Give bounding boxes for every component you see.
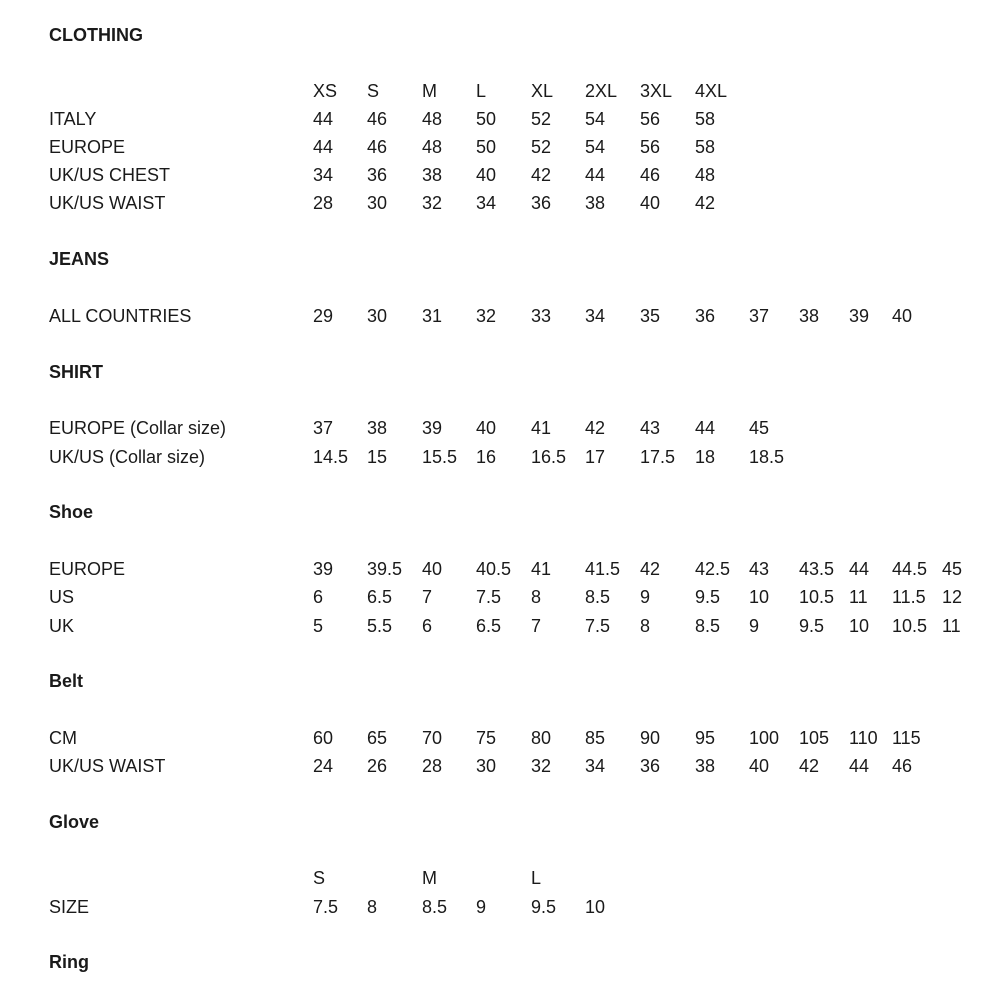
value-cell: 30 [476, 756, 497, 776]
value-cell: 36 [695, 306, 716, 326]
value-cell: 8.5 [585, 587, 611, 607]
value-cell: 33 [531, 306, 552, 326]
value-cell: 35 [640, 306, 661, 326]
header-cell: M [422, 868, 437, 888]
row-label: ALL COUNTRIES [49, 306, 192, 326]
row-label: UK/US WAIST [49, 756, 166, 776]
table-row [0, 895, 1000, 919]
value-cell: 48 [422, 109, 443, 129]
value-cell: 16.5 [531, 447, 567, 467]
value-cell: 40 [476, 165, 497, 185]
value-cell: 44 [313, 109, 334, 129]
value-cell: 9.5 [695, 587, 721, 607]
value-cell: 45 [749, 418, 770, 438]
value-cell: 8.5 [422, 897, 448, 917]
value-cell: 28 [422, 756, 443, 776]
value-cell: 30 [367, 306, 388, 326]
value-cell: 34 [585, 306, 606, 326]
value-cell: 40 [749, 756, 770, 776]
value-cell: 32 [476, 306, 497, 326]
value-cell: 18 [695, 447, 716, 467]
value-cell: 24 [313, 756, 334, 776]
value-cell: 10 [849, 616, 870, 636]
value-cell: 65 [367, 728, 388, 748]
value-cell: 75 [476, 728, 497, 748]
header-cell: L [531, 868, 542, 888]
value-cell: 8.5 [695, 616, 721, 636]
header-cell: 4XL [695, 81, 728, 101]
value-cell: 48 [422, 137, 443, 157]
value-cell: 45 [942, 559, 963, 579]
value-cell: 7 [422, 587, 433, 607]
value-cell: 46 [892, 756, 913, 776]
value-cell: 110 [849, 728, 878, 748]
value-cell: 90 [640, 728, 661, 748]
header-cell: S [367, 81, 380, 101]
value-cell: 43 [640, 418, 661, 438]
value-cell: 50 [476, 109, 497, 129]
value-cell: 7 [531, 616, 542, 636]
row-label: EUROPE [49, 559, 126, 579]
table-row [0, 557, 1000, 581]
section-title-shirt: SHIRT [49, 362, 103, 382]
value-cell: 54 [585, 109, 606, 129]
value-cell: 115 [892, 728, 921, 748]
value-cell: 9 [476, 897, 487, 917]
value-cell: 29 [313, 306, 334, 326]
value-cell: 44 [695, 418, 716, 438]
value-cell: 36 [531, 193, 552, 213]
value-cell: 42 [799, 756, 820, 776]
value-cell: 52 [531, 109, 552, 129]
row-label: EUROPE (Collar size) [49, 418, 227, 438]
value-cell: 39 [422, 418, 443, 438]
row-label: SIZE [49, 897, 90, 917]
value-cell: 36 [640, 756, 661, 776]
value-cell: 95 [695, 728, 716, 748]
value-cell: 8 [640, 616, 651, 636]
section-title-jeans: JEANS [49, 249, 110, 269]
value-cell: 42 [585, 418, 606, 438]
value-cell: 56 [640, 137, 661, 157]
value-cell: 10 [749, 587, 770, 607]
row-label: EUROPE [49, 137, 126, 157]
row-label: UK/US CHEST [49, 165, 171, 185]
row-label: ITALY [49, 109, 97, 129]
table-row [0, 135, 1000, 159]
value-cell: 42 [640, 559, 661, 579]
value-cell: 40 [892, 306, 913, 326]
value-cell: 5.5 [367, 616, 393, 636]
value-cell: 42 [531, 165, 552, 185]
row-label: CM [49, 728, 77, 748]
header-cell: M [422, 81, 437, 101]
value-cell: 105 [799, 728, 830, 748]
value-cell: 38 [585, 193, 606, 213]
value-cell: 32 [531, 756, 552, 776]
value-cell: 46 [367, 137, 388, 157]
value-cell: 44 [313, 137, 334, 157]
value-cell: 39 [313, 559, 334, 579]
value-cell: 34 [585, 756, 606, 776]
table-row [0, 754, 1000, 778]
value-cell: 7.5 [313, 897, 339, 917]
value-cell: 42 [695, 193, 716, 213]
value-cell: 15 [367, 447, 388, 467]
value-cell: 37 [313, 418, 334, 438]
value-cell: 18.5 [749, 447, 785, 467]
value-cell: 11 [942, 616, 961, 636]
value-cell: 41 [531, 559, 552, 579]
table-row [0, 163, 1000, 187]
value-cell: 40.5 [476, 559, 512, 579]
table-row [0, 304, 1000, 328]
value-cell: 9.5 [531, 897, 557, 917]
value-cell: 58 [695, 137, 716, 157]
row-label: UK/US (Collar size) [49, 447, 206, 467]
section-title-shoe: Shoe [49, 502, 94, 522]
value-cell: 6.5 [476, 616, 502, 636]
value-cell: 11.5 [892, 587, 926, 607]
value-cell: 48 [695, 165, 716, 185]
section-title-glove: Glove [49, 812, 100, 832]
value-cell: 54 [585, 137, 606, 157]
value-cell: 38 [695, 756, 716, 776]
value-cell: 30 [367, 193, 388, 213]
value-cell: 26 [367, 756, 388, 776]
value-cell: 31 [422, 306, 443, 326]
value-cell: 44 [585, 165, 606, 185]
value-cell: 5 [313, 616, 324, 636]
value-cell: 36 [367, 165, 388, 185]
value-cell: 80 [531, 728, 552, 748]
table-row [0, 726, 1000, 750]
value-cell: 70 [422, 728, 443, 748]
header-cell: XL [531, 81, 554, 101]
value-cell: 38 [367, 418, 388, 438]
value-cell: 7.5 [585, 616, 611, 636]
row-label: UK [49, 616, 75, 636]
value-cell: 60 [313, 728, 334, 748]
value-cell: 46 [640, 165, 661, 185]
section-title-clothing: CLOTHING [49, 25, 143, 45]
table-row [0, 107, 1000, 131]
row-label: US [49, 587, 75, 607]
glove-size-header-row [0, 866, 1000, 890]
table-row [0, 614, 1000, 638]
table-row [0, 445, 1000, 469]
value-cell: 40 [422, 559, 443, 579]
value-cell: 8 [367, 897, 378, 917]
value-cell: 28 [313, 193, 334, 213]
value-cell: 10.5 [892, 616, 928, 636]
value-cell: 10.5 [799, 587, 835, 607]
value-cell: 46 [367, 109, 388, 129]
value-cell: 42.5 [695, 559, 731, 579]
header-cell: 3XL [640, 81, 673, 101]
value-cell: 50 [476, 137, 497, 157]
value-cell: 85 [585, 728, 606, 748]
value-cell: 56 [640, 109, 661, 129]
value-cell: 52 [531, 137, 552, 157]
value-cell: 17.5 [640, 447, 676, 467]
header-cell: XS [313, 81, 338, 101]
table-row [0, 585, 1000, 609]
value-cell: 41.5 [585, 559, 621, 579]
section-title-belt: Belt [49, 671, 84, 691]
value-cell: 43 [749, 559, 770, 579]
value-cell: 32 [422, 193, 443, 213]
row-label: UK/US WAIST [49, 193, 166, 213]
value-cell: 15.5 [422, 447, 458, 467]
value-cell: 6 [422, 616, 433, 636]
value-cell: 58 [695, 109, 716, 129]
section-title-ring: Ring [49, 952, 89, 972]
value-cell: 9 [640, 587, 651, 607]
value-cell: 6 [313, 587, 324, 607]
value-cell: 17 [585, 447, 606, 467]
value-cell: 39 [849, 306, 870, 326]
value-cell: 43.5 [799, 559, 835, 579]
value-cell: 11 [849, 587, 868, 607]
value-cell: 12 [942, 587, 963, 607]
value-cell: 7.5 [476, 587, 502, 607]
value-cell: 100 [749, 728, 780, 748]
value-cell: 37 [749, 306, 770, 326]
value-cell: 40 [476, 418, 497, 438]
value-cell: 34 [313, 165, 334, 185]
table-row [0, 416, 1000, 440]
value-cell: 9 [749, 616, 760, 636]
table-row [0, 191, 1000, 215]
value-cell: 10 [585, 897, 606, 917]
header-cell: S [313, 868, 326, 888]
value-cell: 38 [422, 165, 443, 185]
value-cell: 8 [531, 587, 542, 607]
value-cell: 38 [799, 306, 820, 326]
value-cell: 44 [849, 559, 870, 579]
value-cell: 16 [476, 447, 497, 467]
value-cell: 39.5 [367, 559, 403, 579]
value-cell: 34 [476, 193, 497, 213]
value-cell: 9.5 [799, 616, 825, 636]
value-cell: 41 [531, 418, 552, 438]
value-cell: 44.5 [892, 559, 928, 579]
value-cell: 14.5 [313, 447, 349, 467]
clothing-size-header-row [0, 79, 1000, 103]
header-cell: L [476, 81, 487, 101]
value-cell: 44 [849, 756, 870, 776]
value-cell: 6.5 [367, 587, 393, 607]
value-cell: 40 [640, 193, 661, 213]
header-cell: 2XL [585, 81, 618, 101]
